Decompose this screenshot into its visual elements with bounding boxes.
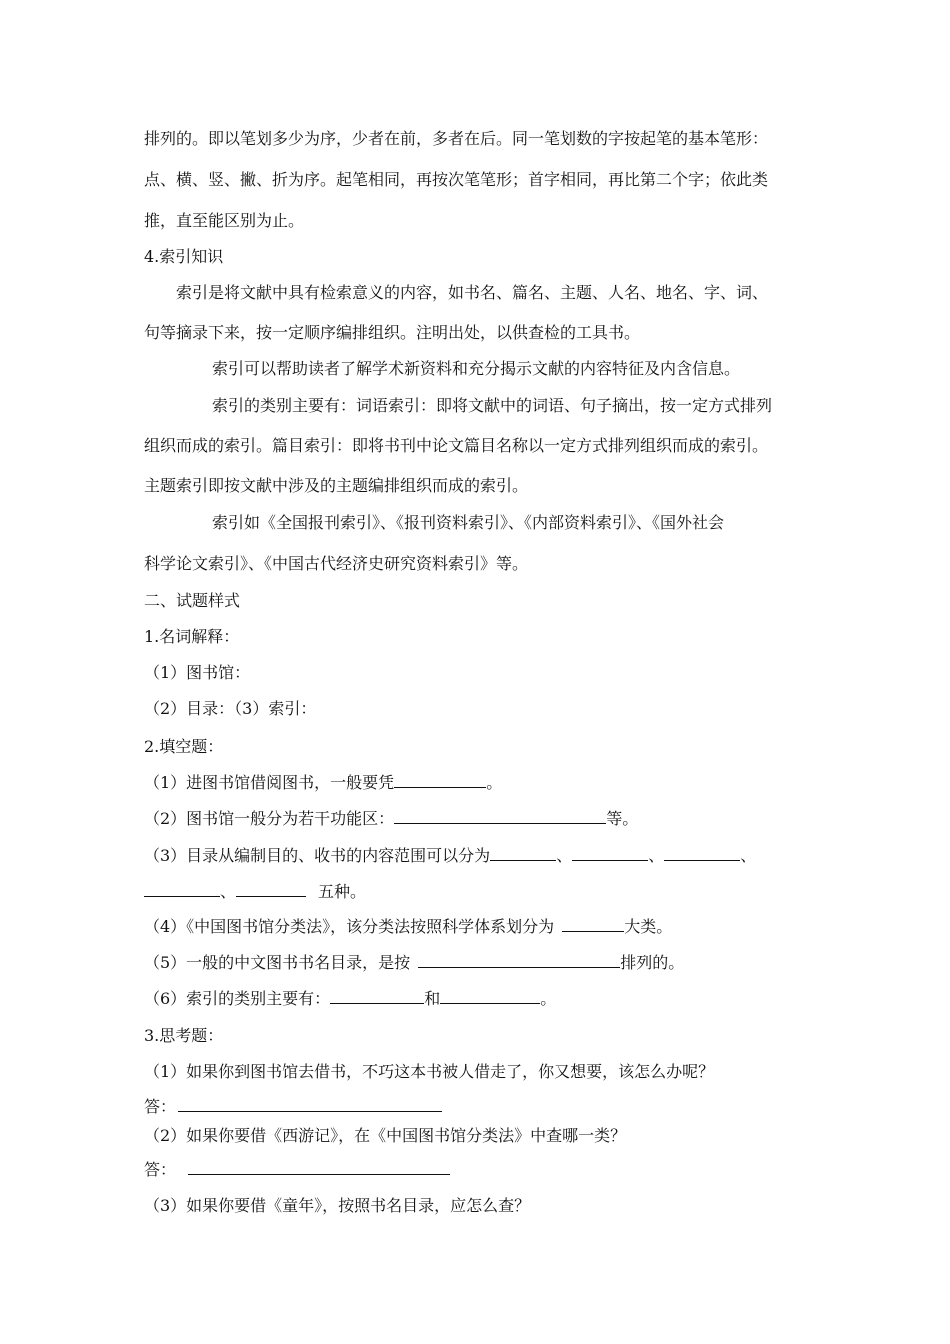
fill-question [144,846,756,866]
paragraph-line: 索引的类别主要有：词语索引：即将文献中的词语、句子摘出，按一定方式排列 [212,396,773,415]
question-heading: 3.思考题： [144,1026,224,1045]
question-text: （2）图书馆一般分为若干功能区： [144,809,395,828]
question-item: （3）如果你要借《童年》，按照书名目录，应怎么查？ [144,1196,531,1215]
answer-label: 答： [144,1160,177,1179]
question-item: （1）如果你到图书馆去借书，不巧这本书被人借走了，你又想要，该怎么办呢？ [144,1062,715,1081]
question-text: 五种。 [318,882,367,901]
question-text: 排列的。 [620,953,685,972]
question-item: （2）如果你要借《西游记》，在《中国图书馆分类法》中查哪一类？ [144,1126,627,1145]
paragraph-line: 组织而成的索引。篇目索引：即将书刊中论文篇目名称以一定方式排列组织而成的索引。 [144,436,769,455]
question-item: （2）目录：（3）索引： [144,699,317,718]
answer-blank[interactable] [562,917,624,932]
question-text: 。 [486,773,503,792]
answer-blank[interactable] [144,882,220,897]
separator: 、 [740,846,757,865]
question-text: 和 [424,989,441,1008]
answer-blank[interactable] [394,773,486,788]
question-text: 大类。 [624,917,673,936]
answer-blank[interactable] [664,846,740,861]
answer-blank[interactable] [178,1097,442,1112]
answer-blank[interactable] [330,989,424,1004]
fill-question [144,989,556,1009]
question-text: （5）一般的中文图书书名目录，是按 [144,953,411,972]
fill-question-continued [144,882,366,902]
paragraph-line: 索引可以帮助读者了解学术新资料和充分揭示文献的内容特征及内含信息。 [212,359,741,378]
paragraph-line: 索引是将文献中具有检索意义的内容，如书名、篇名、主题、人名、地名、字、词、 [176,283,769,302]
fill-question [144,917,672,937]
answer-label: 答： [144,1097,177,1116]
question-text: （3）目录从编制目的、收书的内容范围可以分为 [144,846,491,865]
question-heading: 1.名词解释： [144,627,240,646]
paragraph-line: 推，直至能区别为止。 [144,211,305,230]
section-heading: 4.索引知识 [144,247,224,266]
question-text: （4）《中国图书馆分类法》，该分类法按照科学体系划分为 [144,917,555,936]
separator: 、 [220,882,237,901]
paragraph-line: 索引如《全国报刊索引》、《报刊资料索引》、《内部资料索引》、《国外社会 [212,513,725,532]
question-text: 。 [540,989,557,1008]
paragraph-line: 主题索引即按文献中涉及的主题编排组织而成的索引。 [144,476,529,495]
question-item: （1）图书馆： [144,663,251,682]
separator: 、 [556,846,573,865]
answer-blank[interactable] [418,953,620,968]
question-text: （6）索引的类别主要有： [144,989,331,1008]
paragraph-line: 句等摘录下来，按一定顺序编排组织。注明出处，以供查检的工具书。 [144,323,641,342]
answer-blank[interactable] [394,809,606,824]
paragraph-line: 排列的。即以笔划多少为序，少者在前，多者在后。同一笔划数的字按起笔的基本笔形： [144,129,769,148]
answer-blank[interactable] [440,989,540,1004]
answer-line [144,1160,450,1180]
question-text: （1）进图书馆借阅图书，一般要凭 [144,773,395,792]
answer-line [144,1097,442,1117]
answer-blank[interactable] [188,1160,450,1175]
paragraph-line: 点、横、竖、撇、折为序。起笔相同，再按次笔笔形；首字相同，再比第二个字；依此类 [144,170,769,189]
fill-question [144,809,638,829]
separator: 、 [648,846,665,865]
paragraph-line: 科学论文索引》、《中国古代经济史研究资料索引》等。 [144,554,529,573]
question-heading: 2.填空题： [144,737,224,756]
fill-question [144,953,684,973]
answer-blank[interactable] [236,882,306,897]
answer-blank[interactable] [572,846,648,861]
answer-blank[interactable] [490,846,556,861]
section-heading: 二、试题样式 [144,591,241,610]
fill-question [144,773,502,793]
question-text: 等。 [606,809,639,828]
